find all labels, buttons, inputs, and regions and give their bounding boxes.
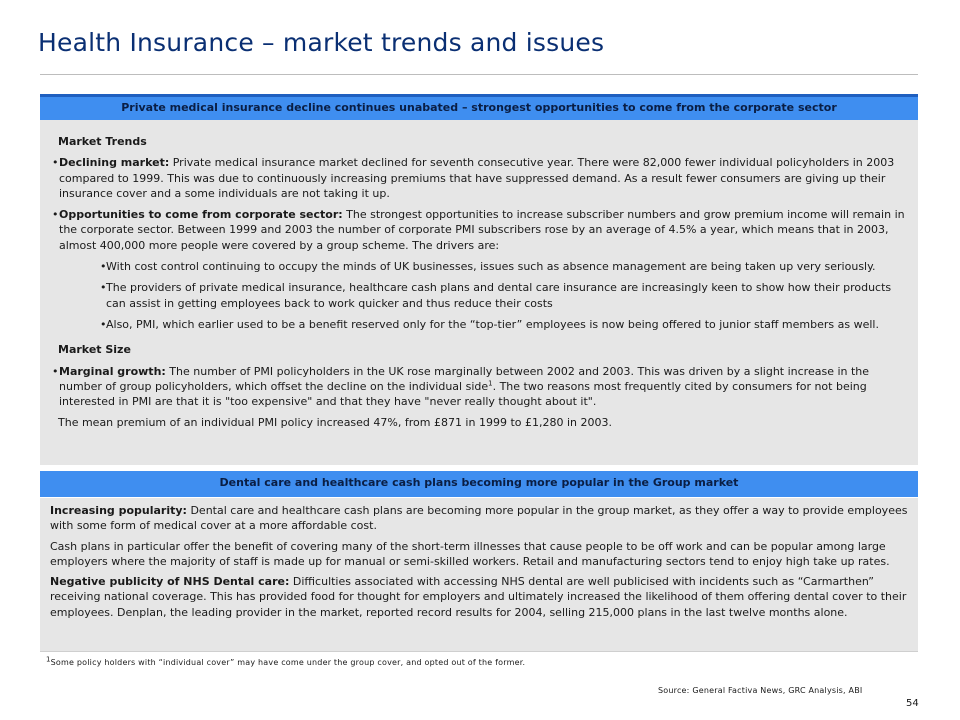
section-banner-dental: Dental care and healthcare cash plans becoming more popular in the Group market <box>40 471 918 497</box>
sub-bullet-text: The providers of private medical insurance, healthcare cash plans and dental care insurance are increasingly keen to show how their products can assist in getting employees back to work quicker and thus reduce their costs <box>106 281 892 310</box>
bullet-dot: • <box>100 260 107 274</box>
paragraph-cash-plans: Cash plans in particular offer the benefit of covering many of the short-term illnesses that cause people to be off work and can be popular among large employers where the majority of staff is made up for manual or semi-skilled workers. Retail and manufacturing sectors tend to enjoy high take up rates. <box>50 539 890 568</box>
paragraph-text: Difficulties associated with accessing NHS dental are well publicised with incidents such as “Carmarthen” receiving national coverage. This has provided food for thought for employers and ultimately increased the likelihood of them offering dental cover to their employees. Denplan, the leading provider in the market, reported record results for 2004, selling 215,000 plans in the last twelve months alone. <box>50 575 907 619</box>
paragraph-lead: Increasing popularity: <box>50 504 187 517</box>
sub-bullet-text: With cost control continuing to occupy the minds of UK businesses, issues such as absence management are being taken up very seriously. <box>106 260 876 274</box>
section-panel-dental <box>40 498 918 652</box>
bullet-dot: • <box>52 364 59 378</box>
market-size-heading: Market Size <box>58 343 131 357</box>
sub-bullet-cost-control <box>52 259 908 274</box>
bullet-declining-market <box>52 155 908 201</box>
bullet-corporate-opportunities <box>52 207 908 253</box>
paragraph-lead: Negative publicity of NHS Dental care: <box>50 575 290 589</box>
source-note: Source: General Factiva News, GRC Analysis, ABI <box>658 686 863 695</box>
sub-bullet-providers <box>52 280 908 311</box>
bullet-marginal-growth <box>52 364 908 410</box>
section-panel-pmi <box>40 120 918 465</box>
section-banner-pmi: Private medical insurance decline continues unabated – strongest opportunities to come from the corporate sector <box>40 94 918 120</box>
page-title: Health Insurance – market trends and issues <box>38 28 605 57</box>
bullet-lead: Opportunities to come from corporate sector: <box>59 208 343 222</box>
bullet-dot: • <box>52 156 59 170</box>
bullet-lead: Marginal growth: <box>59 364 166 378</box>
sub-bullet-text: Also, PMI, which earlier used to be a benefit reserved only for the “top-tier” employees is now being offered to junior staff members as well. <box>106 317 879 331</box>
paragraph-text: Dental care and healthcare cash plans are becoming more popular in the group market, as they offer a way to provide employees with some form of medical cover at a more affordable cost. <box>50 504 908 533</box>
bullet-text: The number of PMI policyholders in the UK rose marginally between 2002 and 2003. This was driven by a slight increase in the number of group policyholders, which offset the decline on the individual side <box>59 364 870 393</box>
footnote-ref: 1 <box>488 379 493 388</box>
footnote <box>46 655 526 667</box>
paragraph-increasing-popularity <box>50 503 908 534</box>
page-number: 54 <box>906 698 919 709</box>
sub-bullet-top-tier <box>52 317 908 332</box>
bullet-dot: • <box>100 317 107 331</box>
mean-premium-text: The mean premium of an individual PMI policy increased 47%, from £871 in 1999 to £1,280 in 2003. <box>58 416 612 430</box>
market-trends-heading: Market Trends <box>58 135 147 148</box>
bullet-text: The strongest opportunities to increase subscriber numbers and grow premium income will remain in the corporate sector. Between 1999 and 2003 the number of corporate PMI subscribers rose by an average of 4.5% a year, which means that in 2003, almost 400,000 more people were covered by a group scheme. The drivers are: <box>59 208 905 252</box>
footnote-mark: 1 <box>46 655 51 664</box>
paragraph-nhs-dental <box>50 574 908 620</box>
bullet-text: . The two reasons most frequently cited by consumers for not being interested in PMI are that it is "too expensive" and that they have "never really thought about it". <box>59 379 867 409</box>
bullet-dot: • <box>52 208 59 222</box>
bullet-dot: • <box>100 281 107 295</box>
bullet-text: Private medical insurance market declined for seventh consecutive year. There were 82,000 fewer individual policyholders in 2003 compared to 1999. This was due to continuously increasing premiums that have suppressed demand. As a result fewer consumers are giving up their insurance cover and a some individuals are not taking it up. <box>59 156 895 200</box>
title-divider <box>40 74 918 75</box>
bullet-lead: Declining market: <box>59 156 170 170</box>
footnote-text: Some policy holders with “individual cover” may have come under the group cover, and opted out of the former. <box>50 658 526 667</box>
